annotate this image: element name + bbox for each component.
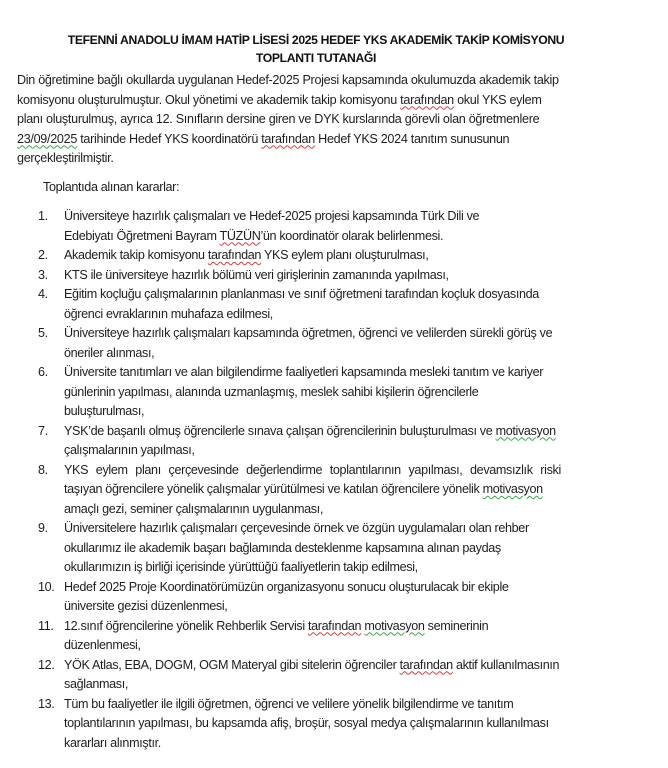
intro-text: tarihinde Hedef YKS koordinatörü [77, 131, 262, 146]
decision-item [38, 617, 658, 656]
intro-line: Din öğretimine bağlı okullarda uygulanan Hedef-2025 Projesi kapsamında okulumuzda akademik takip [17, 73, 559, 87]
item-text: seminerinin [424, 618, 489, 633]
item-number: 13. [38, 696, 55, 711]
item-text: Edebiyatı Öğretmeni Bayram [64, 228, 220, 243]
item-number: 12. [38, 657, 55, 672]
item-line: sağlanması, [64, 677, 129, 691]
intro-line [17, 130, 657, 150]
item-line: Üniversiteye hazırlık çalışmaları kapsamında öğretmen, öğrenci ve velilerden sürekli görüş ve [64, 326, 553, 340]
item-text: YKS eylem planı oluşturulması, [261, 248, 429, 262]
item-line: Tüm bu faaliyetler ile ilgili öğretmen, öğrenci ve velilere yönelik bilgilendirme ve tanıtım [64, 696, 514, 711]
item-number: 3. [38, 267, 48, 282]
decision-item [38, 285, 658, 324]
intro-text: okul YKS eylem [453, 92, 542, 107]
item-line: Üniversite tanıtımları ve alan bilgilendirme faaliyetleri kapsamında mesleki tanıtım ve kariyer [64, 365, 544, 379]
spellcheck-marked-word: tarafından [400, 92, 454, 107]
item-text: aktif kullanılmasının [452, 657, 560, 672]
spellcheck-marked-word: tarafından [399, 657, 453, 672]
spellcheck-marked-word: tarafından [307, 618, 362, 633]
item-line: KTS ile üniversiteye hazırlık bölümü veri girişlerinin zamanında yapılması, [64, 267, 449, 282]
decision-item [38, 519, 658, 578]
decision-item [38, 422, 658, 461]
decision-item [38, 246, 658, 266]
spellcheck-marked-word: tarafından [261, 131, 315, 146]
item-line: öğrenci evraklarının muhafaza edilmesi, [64, 306, 273, 321]
item-line: Eğitim koçluğu çalışmalarının planlanması ve sınıf öğretmeni tarafından koçluk dosyasında [64, 287, 539, 301]
item-line [64, 617, 658, 637]
decision-item [38, 207, 658, 246]
item-number: 10. [38, 579, 55, 594]
document-title: TEFENNİ ANADOLU İMAM HATİP LİSESİ 2025 HEDEF YKS AKADEMİK TAKİP KOMİSYONU [67, 33, 565, 47]
item-line: amaçlı gezi, seminer çalışmalarının uygulanması, [64, 501, 323, 516]
decision-item [38, 695, 658, 754]
document-subtitle: TOPLANTI TUTANAĞI [255, 51, 377, 65]
item-line: okullarımız ile akademik başarı bağlamında desteklenme kapsamına alınan paydaş [64, 540, 501, 555]
item-line: YKS eylem planı çerçevesinde değerlendirme toplantılarının yapılması, devamsızlık riski [64, 462, 561, 477]
item-text: taşıyan öğrencilere yönelik çalışmalar yürütülmesi ve katılan öğrencilere yönelik [64, 482, 483, 496]
item-number: 9. [38, 521, 48, 535]
decision-item [38, 266, 658, 286]
spellcheck-marked-word: motivasyon [495, 423, 556, 438]
intro-line [17, 91, 657, 111]
spellcheck-marked-word: motivasyon [364, 618, 425, 633]
spellcheck-marked-word: motivasyon [482, 482, 543, 496]
item-line: toplantılarının yapılması, bu kapsamda afiş, broşür, sosyal medya çalışmalarının kullanılması [64, 716, 549, 730]
item-line [64, 480, 658, 500]
decision-item [38, 324, 658, 363]
item-text: ’ün koordinatör olarak belirlenmesi. [260, 228, 444, 243]
item-line: buluşturulması, [64, 404, 145, 418]
item-number: 2. [38, 248, 48, 262]
intro-text: komisyonu oluşturulmuştur. Okul yönetimi ve akademik takip komisyonu [17, 92, 401, 107]
decision-item [38, 363, 658, 422]
meeting-date: 23/09/2025 [17, 131, 78, 146]
item-text: Akademik takip komisyonu [64, 248, 208, 262]
item-text: 12.sınıf öğrencilerine yönelik Rehberlik Servisi [64, 618, 308, 633]
item-number: 4. [38, 287, 48, 301]
item-line: Üniversiteye hazırlık çalışmaları ve Hedef-2025 projesi kapsamında Türk Dili ve [64, 209, 480, 223]
item-number: 6. [38, 365, 48, 379]
item-line: Hedef 2025 Proje Koordinatörümüzün organizasyonu sonucu oluşturulacak bir ekiple [64, 579, 509, 594]
decision-item [38, 656, 658, 695]
item-line [64, 227, 658, 247]
item-number: 7. [38, 423, 48, 438]
item-text: YSK’de başarılı olmuş öğrencilerle sınava çalışan öğrencilerinin buluşturulması ve [64, 423, 496, 438]
item-number: 1. [38, 209, 48, 223]
intro-paragraph [17, 71, 657, 169]
item-line: okullarımızın iş birliği içerisinde yürüttüğü faaliyetlerin takip edilmesi, [64, 560, 418, 574]
decision-item [38, 578, 658, 617]
intro-text: Hedef YKS 2024 tanıtım sunusunun [314, 131, 510, 146]
item-line [64, 422, 658, 442]
item-line: düzenlenmesi, [64, 638, 141, 652]
item-text: YÖK Atlas, EBA, DOGM, OGM Materyal gibi sitelerin öğrenciler [64, 657, 400, 672]
intro-line: gerçekleştirilmiştir. [17, 151, 114, 165]
spellcheck-marked-word: tarafından [207, 248, 262, 262]
item-line: kararları alınmıştır. [64, 735, 161, 750]
decisions-list [38, 207, 658, 753]
decision-item [38, 461, 658, 520]
item-line: günlerinin yapılması, alanında uzmanlaşmış, meslek sahibi kişilerin öğrencilerle [64, 384, 479, 399]
item-line [64, 246, 658, 266]
item-number: 11. [38, 618, 54, 633]
item-number: 8. [38, 462, 48, 477]
decisions-heading: Toplantıda alınan kararlar: [43, 180, 180, 194]
item-line: öneriler alınması, [64, 345, 155, 360]
spellcheck-marked-word: TÜZÜN [219, 228, 261, 243]
item-line: üniversite gezisi düzenlenmesi, [64, 599, 228, 613]
item-line: Üniversitelere hazırlık çalışmaları çerçevesinde örnek ve özgün uygulamaları olan rehber [64, 521, 529, 535]
item-number: 5. [38, 326, 48, 340]
item-line: çalışmalarının yapılması, [64, 443, 195, 457]
intro-line: planı oluşturulmuş, ayrıca 12. Sınıfların dersine giren ve DYK kurslarında görevli olan öğretmenlere [17, 112, 540, 126]
item-line [64, 656, 658, 676]
